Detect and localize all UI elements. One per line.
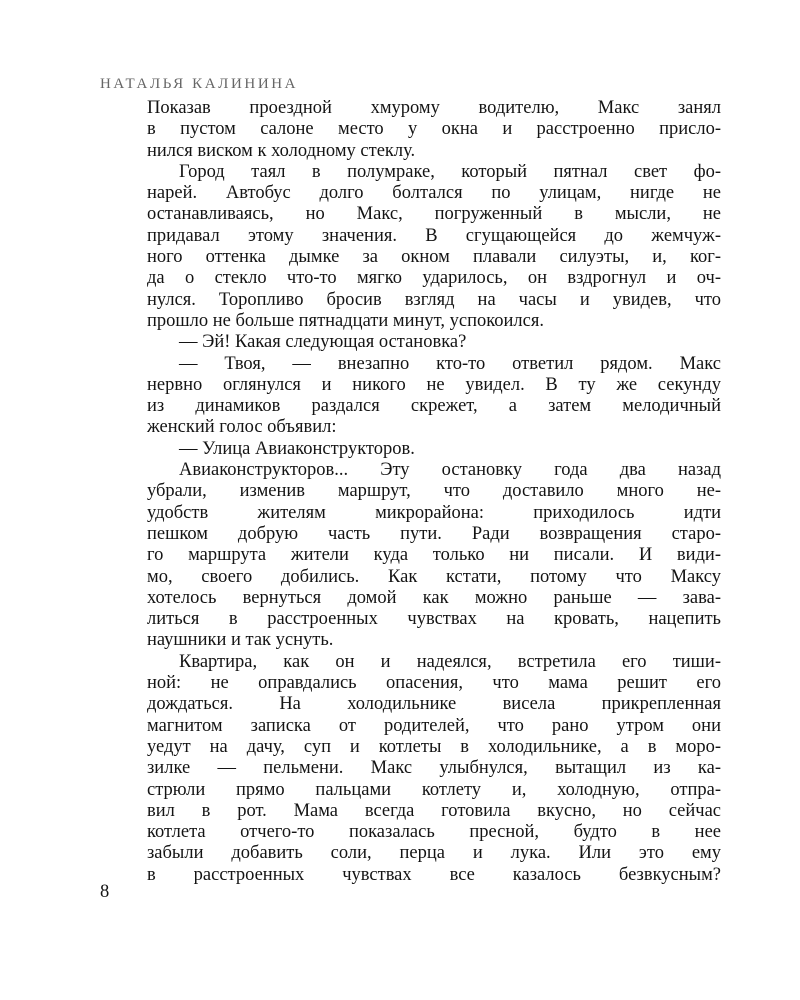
- text-line: да о стекло что-то мягко ударилось, он вздрогнул и оч-: [147, 268, 721, 289]
- text-line: пешком добрую часть пути. Ради возвращения старо-: [147, 523, 721, 544]
- text-line: в пустом салоне место у окна и расстроенно присло-: [147, 119, 721, 140]
- text-line: нился виском к холодному стеклу.: [147, 140, 416, 161]
- text-line: зилке — пельмени. Макс улыбнулся, вытащил из ка-: [147, 758, 721, 779]
- text-line: уедут на дачу, суп и котлеты в холодильнике, а в моро-: [147, 736, 721, 757]
- text-line: женский голос объявил:: [147, 417, 337, 438]
- text-line: Показав проездной хмурому водителю, Макс занял: [147, 98, 721, 118]
- text-line: из динамиков раздался скрежет, а затем мелодичный: [147, 396, 721, 417]
- text-line: — Эй! Какая следующая остановка?: [179, 332, 467, 353]
- text-line: ной: не оправдались опасения, что мама решит его: [147, 673, 721, 694]
- text-line: го маршрута жители куда только ни писали. И види-: [147, 545, 721, 566]
- text-line: стрюли прямо пальцами котлету и, холодную, отпра-: [147, 779, 721, 800]
- body-text: [147, 98, 721, 886]
- text-line: нервно оглянулся и никого не увидел. В ту же секунду: [147, 374, 721, 395]
- text-line: нарей. Автобус долго болтался по улицам, нигде не: [147, 183, 721, 204]
- text-line: останавливаясь, но Макс, погруженный в мысли, не: [147, 204, 721, 225]
- text-line: нулся. Торопливо бросив взгляд на часы и увидев, что: [147, 289, 721, 310]
- text-line: наушники и так уснуть.: [147, 630, 334, 651]
- text-line: удобств жителям микрорайона: приходилось идти: [147, 502, 721, 523]
- text-line: магнитом записка от родителей, что рано утром они: [147, 715, 721, 736]
- text-line: — Твоя, — внезапно кто-то ответил рядом. Макс: [179, 353, 721, 374]
- page-number: 8: [100, 882, 110, 902]
- text-line: Город таял в полумраке, который пятнал свет фо-: [179, 161, 721, 182]
- text-line: убрали, изменив маршрут, что доставило много не-: [147, 481, 721, 502]
- text-line: вил в рот. Мама всегда готовила вкусно, но сейчас: [147, 800, 721, 821]
- text-line: — Улица Авиаконструкторов.: [179, 438, 415, 459]
- text-line: прошло не больше пятнадцати минут, успокоился.: [147, 310, 545, 331]
- text-line: забыли добавить соли, перца и лука. Или это ему: [147, 843, 721, 864]
- running-header: НАТАЛЬЯ КАЛИНИНА: [100, 76, 299, 92]
- text-line: ного оттенка дымке за окном плавали силуэты, и, ког-: [147, 247, 721, 268]
- text-line: Авиаконструкторов... Эту остановку года два назад: [179, 460, 721, 481]
- text-line: придавал этому значения. В сгущающейся до жемчуж-: [147, 225, 721, 246]
- text-line: котлета отчего-то показалась пресной, будто в нее: [147, 822, 721, 843]
- text-line: дождаться. На холодильнике висела прикрепленная: [147, 694, 721, 715]
- text-line: литься в расстроенных чувствах на кровать, нацепить: [147, 609, 721, 630]
- text-line: хотелось вернуться домой как можно раньше — зава-: [147, 587, 721, 608]
- text-line: Квартира, как он и надеялся, встретила его тиши-: [179, 651, 721, 672]
- text-line: мо, своего добились. Как кстати, потому что Максу: [147, 566, 721, 587]
- text-line: в расстроенных чувствах все казалось безвкусным?: [147, 864, 721, 885]
